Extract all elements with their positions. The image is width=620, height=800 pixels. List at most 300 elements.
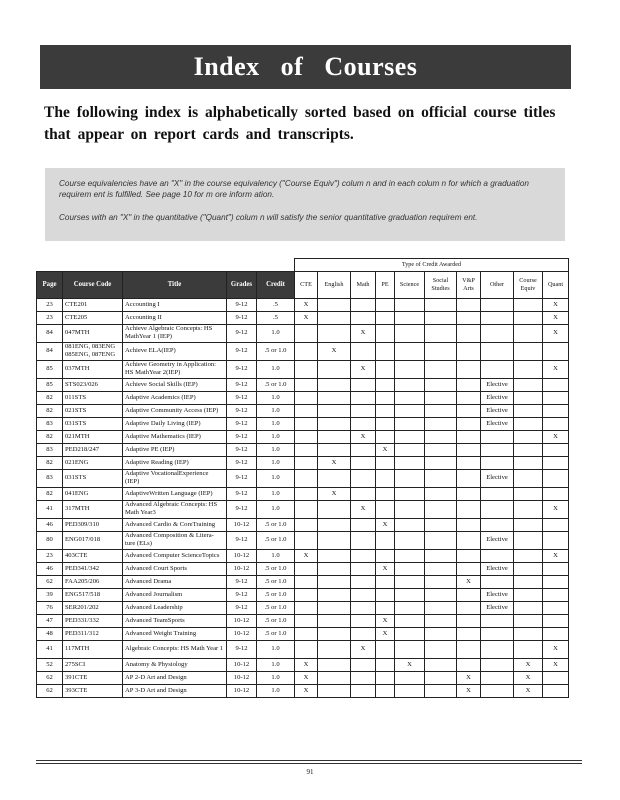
cell-title: Adaptive Mathematics (IEP) <box>123 430 227 443</box>
cell-page: 46 <box>37 518 63 531</box>
cell-grades: 9-12 <box>227 360 257 378</box>
cell-credit: .5 <box>257 298 295 311</box>
cell-pe <box>376 500 395 518</box>
cell-grades: 9-12 <box>227 601 257 614</box>
cell-other: Elective <box>481 469 514 487</box>
cell-pe <box>376 575 395 588</box>
cell-english <box>318 518 351 531</box>
cell-page: 41 <box>37 640 63 658</box>
col-pe: PE <box>376 271 395 298</box>
credit-type-group-header: Type of Credit Awarded <box>295 259 569 272</box>
cell-math <box>351 588 376 601</box>
cell-cte <box>295 360 318 378</box>
cell-credit: .5 or 1.0 <box>257 378 295 391</box>
table-row <box>37 417 569 430</box>
table-row <box>37 614 569 627</box>
page-number: 91 <box>306 768 314 776</box>
cell-title: Advanced Algebraic Concepts: HS Math Year3 <box>123 500 227 518</box>
cell-social <box>425 360 457 378</box>
cell-pe <box>376 684 395 697</box>
note-box <box>45 168 565 241</box>
cell-page: 82 <box>37 430 63 443</box>
cell-quant <box>543 391 569 404</box>
cell-code: 021MTH <box>63 430 123 443</box>
cell-math <box>351 614 376 627</box>
cell-cte: X <box>295 684 318 697</box>
cell-cte <box>295 430 318 443</box>
cell-credit: 1.0 <box>257 417 295 430</box>
col-other: Other <box>481 271 514 298</box>
cell-grades: 10-12 <box>227 627 257 640</box>
cell-math: X <box>351 324 376 342</box>
cell-math <box>351 443 376 456</box>
cell-quant: X <box>543 658 569 671</box>
cell-vpa <box>457 378 481 391</box>
cell-page: 46 <box>37 562 63 575</box>
cell-title: Achieve ELA(IEP) <box>123 342 227 360</box>
table-row <box>37 342 569 360</box>
cell-social <box>425 575 457 588</box>
cell-english <box>318 430 351 443</box>
table-body <box>37 298 569 697</box>
table-row <box>37 601 569 614</box>
cell-cte <box>295 443 318 456</box>
cell-equiv <box>514 342 543 360</box>
cell-title: Achieve Algebraic Concepts: HS MathYear 1 (IEP) <box>123 324 227 342</box>
cell-cte <box>295 342 318 360</box>
table-row <box>37 456 569 469</box>
cell-vpa <box>457 342 481 360</box>
cell-code: 021ENG <box>63 456 123 469</box>
cell-pe <box>376 640 395 658</box>
cell-code: 037MTH <box>63 360 123 378</box>
cell-title: Advanced Court Sports <box>123 562 227 575</box>
cell-english <box>318 360 351 378</box>
cell-math <box>351 531 376 549</box>
table-row <box>37 500 569 518</box>
cell-page: 41 <box>37 500 63 518</box>
cell-credit: 1.0 <box>257 671 295 684</box>
cell-vpa <box>457 562 481 575</box>
cell-math: X <box>351 430 376 443</box>
cell-credit: .5 or 1.0 <box>257 531 295 549</box>
cell-vpa <box>457 588 481 601</box>
cell-vpa <box>457 531 481 549</box>
cell-pe <box>376 469 395 487</box>
cell-science <box>395 627 425 640</box>
cell-other <box>481 671 514 684</box>
col-credit: Credit <box>257 271 295 298</box>
cell-science <box>395 500 425 518</box>
cell-cte <box>295 640 318 658</box>
cell-title: Anatomy & Physiology <box>123 658 227 671</box>
cell-equiv <box>514 518 543 531</box>
cell-page: 52 <box>37 658 63 671</box>
cell-quant <box>543 627 569 640</box>
cell-quant: X <box>543 298 569 311</box>
cell-vpa <box>457 456 481 469</box>
cell-vpa <box>457 487 481 500</box>
cell-other: Elective <box>481 417 514 430</box>
cell-grades: 9-12 <box>227 588 257 601</box>
cell-pe <box>376 601 395 614</box>
cell-cte <box>295 627 318 640</box>
cell-cte: X <box>295 298 318 311</box>
cell-science <box>395 360 425 378</box>
table-row <box>37 518 569 531</box>
cell-equiv <box>514 311 543 324</box>
cell-credit: 1.0 <box>257 456 295 469</box>
cell-equiv <box>514 378 543 391</box>
cell-other: Elective <box>481 588 514 601</box>
cell-social <box>425 518 457 531</box>
cell-title: Accounting I <box>123 298 227 311</box>
table-row <box>37 627 569 640</box>
cell-equiv <box>514 443 543 456</box>
cell-code: 031STS <box>63 469 123 487</box>
cell-credit: 1.0 <box>257 443 295 456</box>
cell-social <box>425 549 457 562</box>
cell-code: 041ENG <box>63 487 123 500</box>
cell-social <box>425 640 457 658</box>
cell-other <box>481 298 514 311</box>
cell-page: 85 <box>37 360 63 378</box>
table-row <box>37 298 569 311</box>
cell-other <box>481 324 514 342</box>
cell-cte <box>295 531 318 549</box>
cell-title: Advanced Drama <box>123 575 227 588</box>
cell-page: 83 <box>37 469 63 487</box>
table-row <box>37 378 569 391</box>
cell-page: 83 <box>37 417 63 430</box>
note-equivalency: Course equivalencies have an "X" in the course equivalency ("Course Equiv") colum n and in each colum n for which a graduation requirem ent is fulfilled. See page 10 for m ore inform ation. <box>59 179 529 199</box>
cell-other: Elective <box>481 404 514 417</box>
cell-equiv <box>514 588 543 601</box>
cell-math <box>351 487 376 500</box>
cell-page: 85 <box>37 378 63 391</box>
cell-english <box>318 627 351 640</box>
cell-grades: 9-12 <box>227 531 257 549</box>
cell-pe <box>376 378 395 391</box>
table-row <box>37 588 569 601</box>
cell-pe <box>376 324 395 342</box>
col-course-equiv: Course Equiv <box>514 271 543 298</box>
cell-title: Advanced Journalism <box>123 588 227 601</box>
cell-vpa <box>457 469 481 487</box>
cell-code: 117MTH <box>63 640 123 658</box>
cell-science <box>395 601 425 614</box>
cell-math <box>351 658 376 671</box>
cell-english <box>318 549 351 562</box>
cell-math <box>351 417 376 430</box>
cell-code: 081ENG, 083ENG 085ENG, 087ENG <box>63 342 123 360</box>
cell-title: Advanced Leadership <box>123 601 227 614</box>
cell-grades: 9-12 <box>227 443 257 456</box>
cell-other <box>481 487 514 500</box>
cell-social <box>425 588 457 601</box>
cell-science <box>395 487 425 500</box>
cell-science <box>395 575 425 588</box>
cell-code: 317MTH <box>63 500 123 518</box>
cell-other <box>481 658 514 671</box>
cell-equiv <box>514 404 543 417</box>
cell-science <box>395 324 425 342</box>
cell-science <box>395 549 425 562</box>
cell-credit: 1.0 <box>257 487 295 500</box>
col-course-code: Course Code <box>63 271 123 298</box>
cell-vpa <box>457 324 481 342</box>
cell-science <box>395 640 425 658</box>
cell-pe <box>376 417 395 430</box>
cell-equiv <box>514 575 543 588</box>
cell-pe <box>376 391 395 404</box>
table-row <box>37 640 569 658</box>
cell-title: Accounting II <box>123 311 227 324</box>
cell-cte <box>295 518 318 531</box>
cell-quant <box>543 684 569 697</box>
table-row <box>37 469 569 487</box>
cell-cte <box>295 575 318 588</box>
cell-page: 80 <box>37 531 63 549</box>
cell-page: 62 <box>37 684 63 697</box>
cell-pe: X <box>376 627 395 640</box>
cell-other <box>481 443 514 456</box>
cell-math <box>351 671 376 684</box>
cell-quant <box>543 575 569 588</box>
cell-equiv: X <box>514 658 543 671</box>
cell-social <box>425 404 457 417</box>
cell-english <box>318 298 351 311</box>
cell-cte: X <box>295 549 318 562</box>
cell-english <box>318 671 351 684</box>
cell-page: 82 <box>37 456 63 469</box>
cell-english <box>318 658 351 671</box>
cell-quant: X <box>543 311 569 324</box>
cell-social <box>425 469 457 487</box>
cell-pe: X <box>376 562 395 575</box>
cell-page: 23 <box>37 311 63 324</box>
cell-grades: 10-12 <box>227 684 257 697</box>
table-row <box>37 549 569 562</box>
cell-code: PED331/332 <box>63 614 123 627</box>
cell-pe <box>376 430 395 443</box>
cell-pe <box>376 671 395 684</box>
cell-english <box>318 601 351 614</box>
cell-cte <box>295 487 318 500</box>
cell-vpa <box>457 601 481 614</box>
cell-title: Adaptive Community Access (IEP) <box>123 404 227 417</box>
cell-credit: .5 or 1.0 <box>257 627 295 640</box>
cell-social <box>425 378 457 391</box>
cell-math: X <box>351 500 376 518</box>
cell-equiv: X <box>514 684 543 697</box>
cell-quant: X <box>543 430 569 443</box>
cell-vpa <box>457 443 481 456</box>
cell-grades: 9-12 <box>227 500 257 518</box>
cell-cte <box>295 500 318 518</box>
cell-title: AdaptiveWritten Language (IEP) <box>123 487 227 500</box>
cell-math <box>351 518 376 531</box>
cell-page: 48 <box>37 627 63 640</box>
col-page: Page <box>37 271 63 298</box>
table-row <box>37 575 569 588</box>
cell-page: 82 <box>37 487 63 500</box>
cell-grades: 9-12 <box>227 487 257 500</box>
cell-english <box>318 404 351 417</box>
cell-other <box>481 500 514 518</box>
cell-quant <box>543 601 569 614</box>
cell-code: 021STS <box>63 404 123 417</box>
cell-math <box>351 391 376 404</box>
cell-page: 39 <box>37 588 63 601</box>
cell-social <box>425 658 457 671</box>
cell-social <box>425 430 457 443</box>
footer-rule <box>36 763 582 764</box>
cell-title: Adaptive Reading (IEP) <box>123 456 227 469</box>
table-row <box>37 487 569 500</box>
cell-grades: 10-12 <box>227 518 257 531</box>
cell-page: 23 <box>37 298 63 311</box>
cell-equiv <box>514 601 543 614</box>
cell-title: Advanced Composition & Litera-ture (ELs) <box>123 531 227 549</box>
table-row <box>37 430 569 443</box>
cell-pe <box>376 588 395 601</box>
cell-english <box>318 378 351 391</box>
cell-science <box>395 378 425 391</box>
cell-quant <box>543 469 569 487</box>
table-row <box>37 684 569 697</box>
cell-english <box>318 588 351 601</box>
title-bar <box>40 45 571 89</box>
cell-social <box>425 443 457 456</box>
col-math: Math <box>351 271 376 298</box>
cell-quant: X <box>543 360 569 378</box>
cell-title: Advanced Computer ScienceTopics <box>123 549 227 562</box>
cell-science <box>395 391 425 404</box>
cell-other <box>481 640 514 658</box>
cell-social <box>425 456 457 469</box>
cell-title: Adaptive Daily Living (IEP) <box>123 417 227 430</box>
cell-code: CTE205 <box>63 311 123 324</box>
note-quant: Courses with an "X" in the quantitative ("Quant") colum n will satisfy the senior quantitative graduation requirem ent. <box>59 213 478 222</box>
cell-english <box>318 562 351 575</box>
cell-pe <box>376 549 395 562</box>
cell-pe <box>376 456 395 469</box>
cell-math <box>351 575 376 588</box>
cell-code: ENG017/018 <box>63 531 123 549</box>
cell-social <box>425 298 457 311</box>
cell-code: 393CTE <box>63 684 123 697</box>
cell-quant <box>543 342 569 360</box>
cell-science <box>395 518 425 531</box>
cell-grades: 10-12 <box>227 671 257 684</box>
cell-equiv <box>514 430 543 443</box>
cell-page: 62 <box>37 575 63 588</box>
cell-social <box>425 684 457 697</box>
cell-equiv <box>514 456 543 469</box>
cell-vpa <box>457 298 481 311</box>
cell-math <box>351 549 376 562</box>
cell-math: X <box>351 360 376 378</box>
cell-vpa <box>457 404 481 417</box>
cell-credit: .5 or 1.0 <box>257 588 295 601</box>
cell-english <box>318 311 351 324</box>
cell-grades: 9-12 <box>227 417 257 430</box>
cell-equiv <box>514 417 543 430</box>
cell-pe <box>376 487 395 500</box>
col-english: English <box>318 271 351 298</box>
cell-science <box>395 404 425 417</box>
cell-code: 011STS <box>63 391 123 404</box>
cell-english <box>318 417 351 430</box>
cell-equiv <box>514 487 543 500</box>
col-science: Science <box>395 271 425 298</box>
col-vp-arts: V&P Arts <box>457 271 481 298</box>
cell-credit: .5 or 1.0 <box>257 614 295 627</box>
cell-math: X <box>351 640 376 658</box>
cell-equiv <box>514 391 543 404</box>
cell-quant: X <box>543 500 569 518</box>
cell-code: 031STS <box>63 417 123 430</box>
col-quant: Quant <box>543 271 569 298</box>
cell-cte <box>295 404 318 417</box>
cell-other <box>481 684 514 697</box>
col-cte: CTE <box>295 271 318 298</box>
cell-page: 23 <box>37 549 63 562</box>
cell-credit: 1.0 <box>257 360 295 378</box>
cell-grades: 9-12 <box>227 575 257 588</box>
cell-quant <box>543 671 569 684</box>
cell-code: ENG517/518 <box>63 588 123 601</box>
cell-cte <box>295 601 318 614</box>
cell-equiv <box>514 500 543 518</box>
cell-vpa <box>457 640 481 658</box>
cell-social <box>425 417 457 430</box>
cell-grades: 9-12 <box>227 311 257 324</box>
cell-social <box>425 601 457 614</box>
footer-rule <box>36 760 582 761</box>
cell-equiv <box>514 531 543 549</box>
cell-credit: 1.0 <box>257 430 295 443</box>
cell-science <box>395 469 425 487</box>
cell-grades: 10-12 <box>227 549 257 562</box>
cell-cte <box>295 391 318 404</box>
page-title: Index of Courses <box>193 52 418 81</box>
cell-other <box>481 342 514 360</box>
cell-quant <box>543 404 569 417</box>
table-row <box>37 324 569 342</box>
cell-other <box>481 627 514 640</box>
cell-equiv <box>514 469 543 487</box>
cell-math <box>351 456 376 469</box>
cell-page: 84 <box>37 342 63 360</box>
cell-grades: 10-12 <box>227 658 257 671</box>
cell-page: 76 <box>37 601 63 614</box>
cell-social <box>425 391 457 404</box>
cell-credit: 1.0 <box>257 324 295 342</box>
cell-cte: X <box>295 671 318 684</box>
cell-vpa <box>457 518 481 531</box>
table-row <box>37 562 569 575</box>
cell-code: 391CTE <box>63 671 123 684</box>
cell-cte <box>295 562 318 575</box>
cell-vpa <box>457 430 481 443</box>
cell-page: 84 <box>37 324 63 342</box>
cell-other <box>481 456 514 469</box>
cell-grades: 9-12 <box>227 430 257 443</box>
cell-science <box>395 298 425 311</box>
cell-credit: 1.0 <box>257 658 295 671</box>
